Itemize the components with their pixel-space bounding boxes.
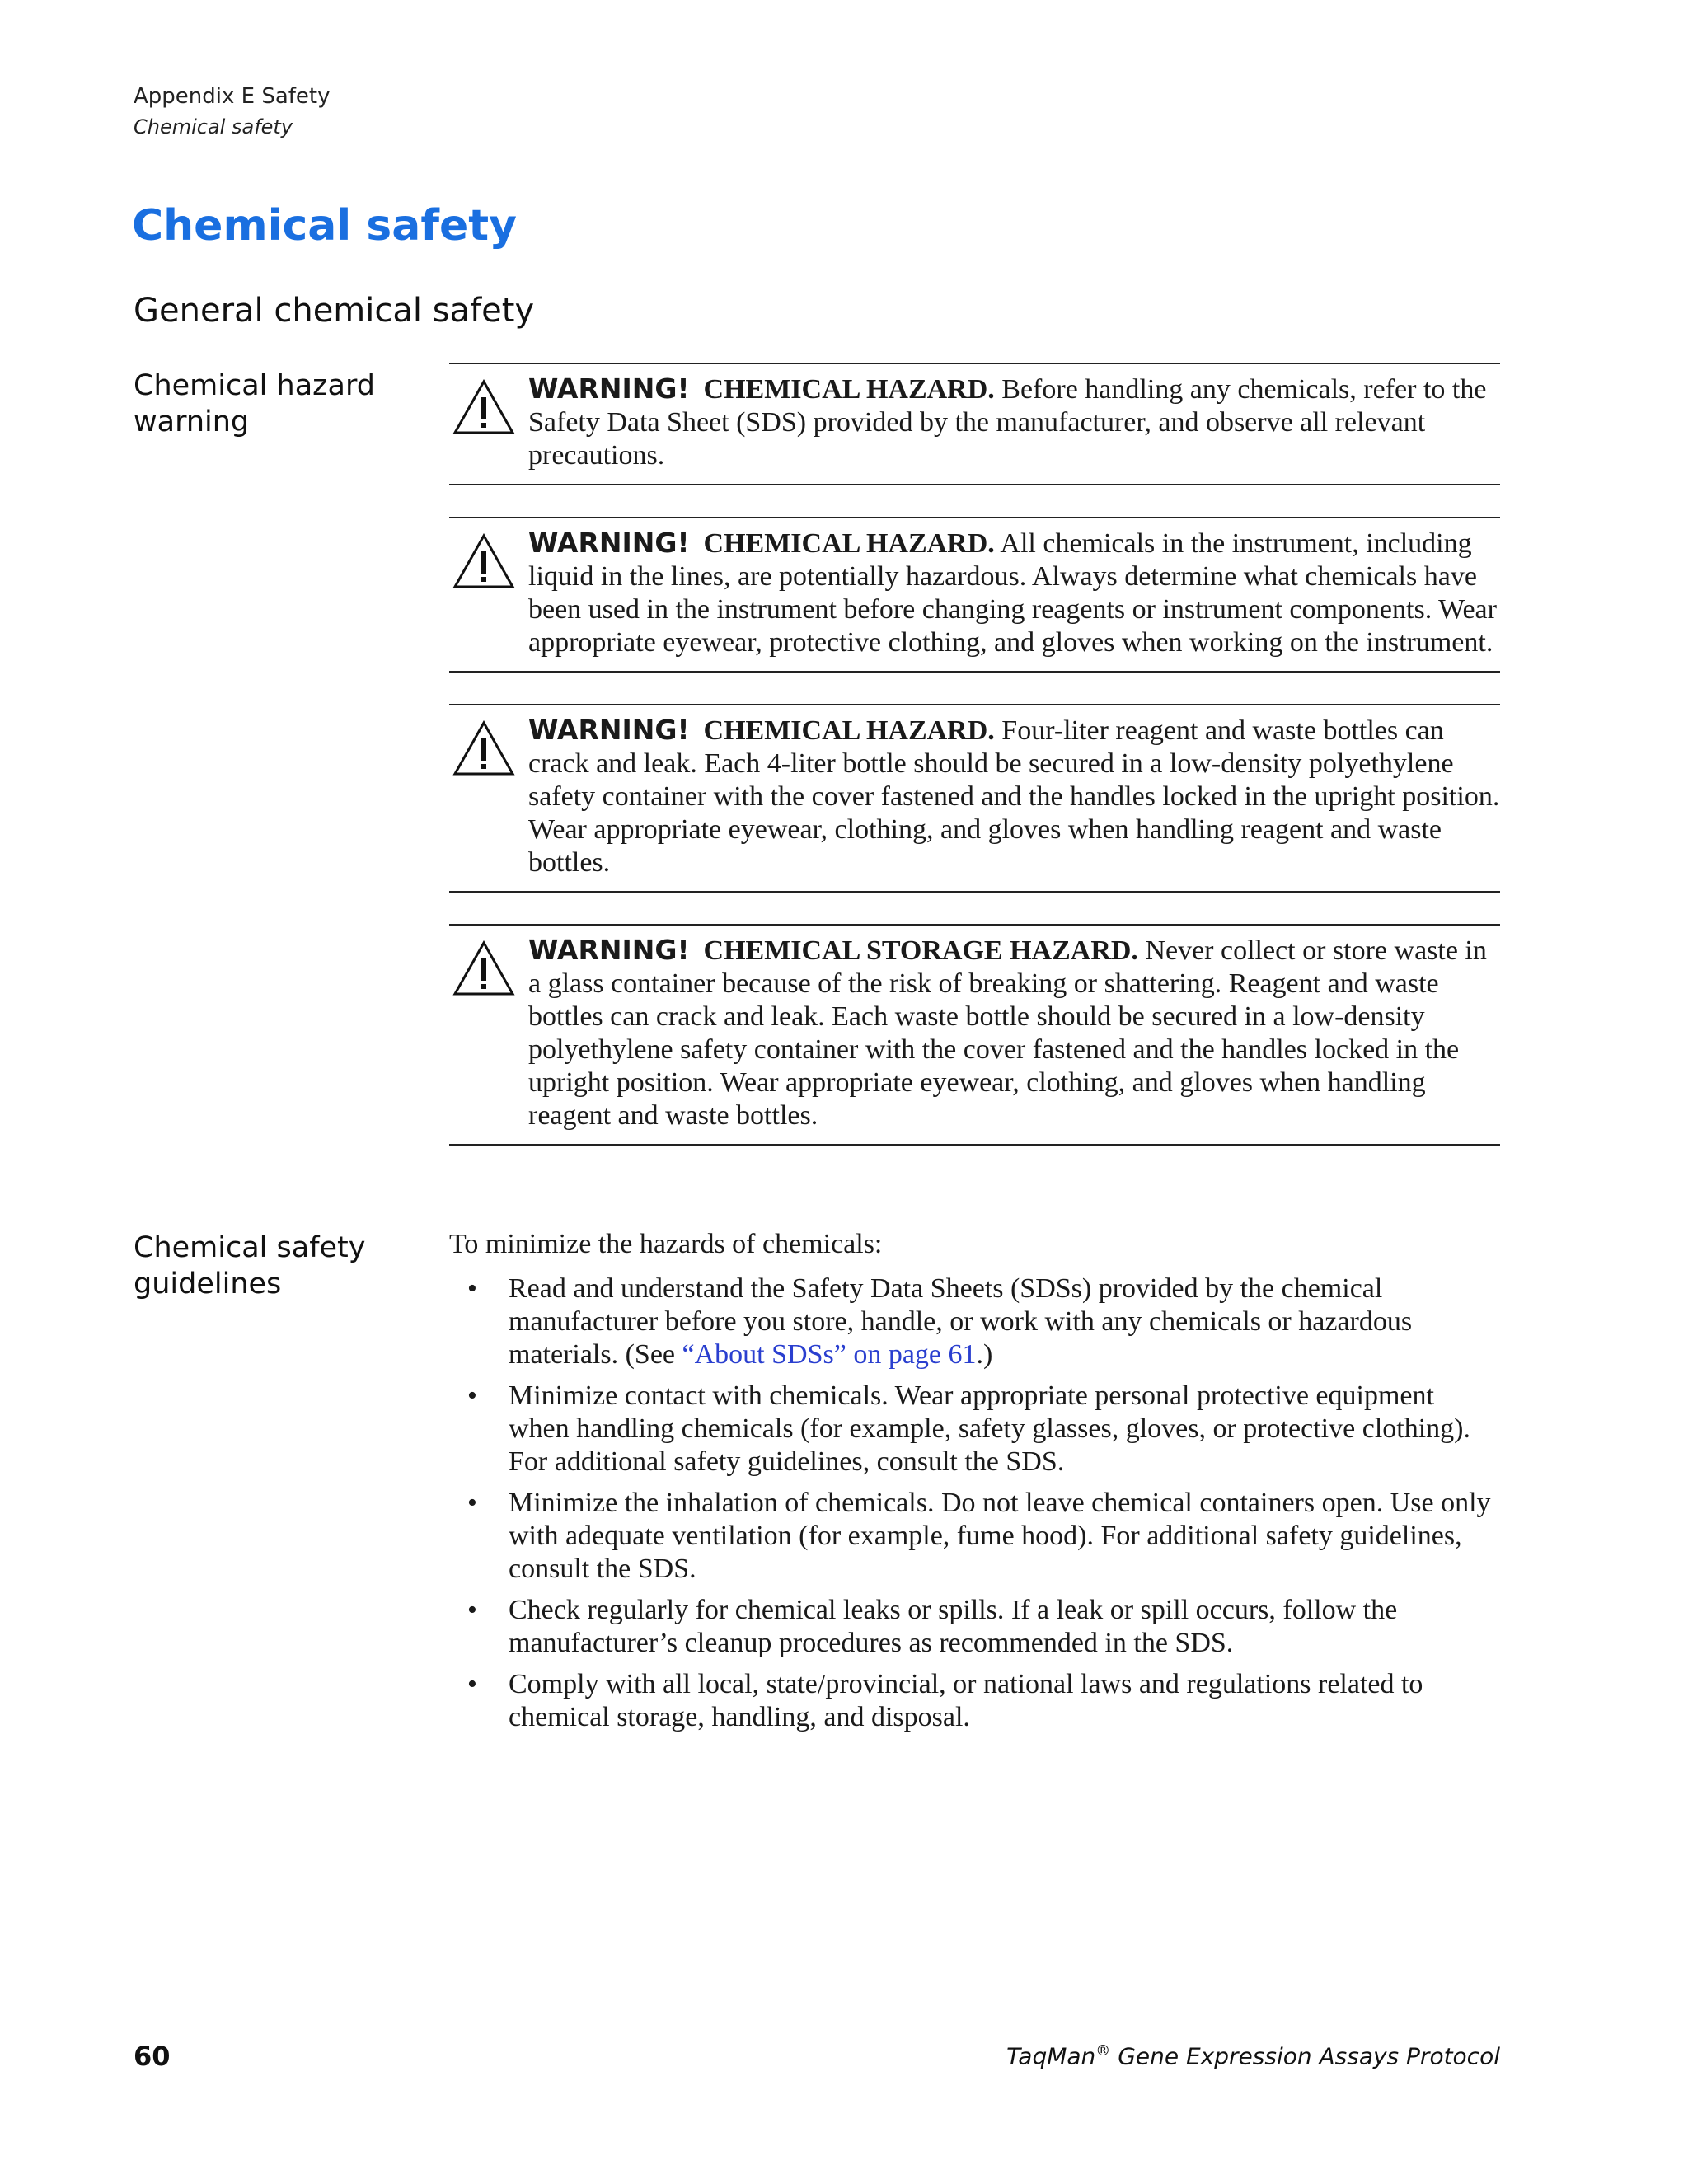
warning-text: [528, 527, 1500, 659]
warning-box: [449, 517, 1500, 673]
warning-hazard-type: CHEMICAL STORAGE HAZARD.: [703, 935, 1138, 966]
warning-description: Four-liter reagent and waste bottles can crack and leak. Each 4-liter bottle should be secured in a low-density polyethylene safety container with the cover fastened and the handles locked in the upright position. Wear appropriate eyewear, clothing, and gloves when handling reagent and waste bottles.: [528, 715, 1500, 878]
list-item-text: Comply with all local, state/provincial, or national laws and regulations related to chemical storage, handling, and disposal.: [509, 1669, 1423, 1732]
warning-signal-word: WARNING!: [528, 934, 690, 966]
section-title: General chemical safety: [134, 292, 535, 330]
guidelines-label: Chemical safety guidelines: [134, 1231, 366, 1301]
warning-hazard-type: CHEMICAL HAZARD.: [703, 715, 995, 746]
warning-text: [528, 934, 1500, 1132]
list-item: [449, 1272, 1500, 1371]
list-item-text: Minimize contact with chemicals. Wear appropriate personal protective equipment when handling chemicals (for example, safety glasses, gloves, or protective clothing). For additional safety guidelines, consult the SDS.: [509, 1380, 1470, 1477]
warning-triangle-icon: [452, 533, 515, 589]
hazard-warning-label: Chemical hazard warning: [134, 369, 375, 438]
bullet: •: [467, 1273, 477, 1304]
guidelines-intro: To minimize the hazards of chemicals:: [449, 1229, 883, 1259]
list-item: [449, 1487, 1500, 1586]
warning-signal-word: WARNING!: [528, 373, 690, 405]
warning-triangle-icon: [452, 940, 515, 996]
warning-box: [449, 363, 1500, 485]
warning-description: All chemicals in the instrument, including liquid in the lines, are potentially hazardous. Always determine what chemicals have been used in the instrument before changing reagents or instrument components. Wear appropriate eyewear, protective clothing, and gloves when working on the instrument.: [528, 528, 1497, 658]
bullet: •: [467, 1488, 477, 1518]
bullet: •: [467, 1380, 477, 1411]
list-item-text-end: .): [976, 1339, 993, 1370]
warning-box: [449, 704, 1500, 893]
page-title: Chemical safety: [132, 201, 517, 251]
bullet: •: [467, 1669, 477, 1699]
guidelines-list: [449, 1272, 1500, 1734]
warning-text: [528, 714, 1500, 879]
list-item: [449, 1594, 1500, 1660]
running-head-chapter: Appendix E Safety: [134, 84, 331, 109]
warning-text: [528, 373, 1500, 472]
running-head: [134, 81, 331, 142]
warning-triangle-icon: [452, 720, 515, 776]
warning-box: [449, 924, 1500, 1146]
registered-mark: ®: [1095, 2042, 1111, 2060]
warning-triangle-icon: [452, 379, 515, 435]
list-item: [449, 1380, 1500, 1479]
running-head-section: Chemical safety: [134, 115, 293, 138]
warning-hazard-type: CHEMICAL HAZARD.: [703, 374, 995, 405]
footer-doc-title: [1006, 2042, 1500, 2069]
list-item: [449, 1668, 1500, 1734]
warning-description: Never collect or store waste in a glass container because of the risk of breaking or shattering. Reagent and waste bottles can crack and leak. Each waste bottle should be secured in a low-density polyethylene safety container with the cover fastened and the handles locked in the upright position. Wear appropriate eyewear, clothing, and gloves when handling reagent and waste bottles.: [528, 935, 1487, 1131]
warning-description: Before handling any chemicals, refer to the Safety Data Sheet (SDS) provided by the manufacturer, and observe all relevant precautions.: [528, 374, 1487, 471]
bullet: •: [467, 1595, 477, 1625]
warning-signal-word: WARNING!: [528, 527, 690, 559]
list-item-text: Read and understand the Safety Data Sheets (SDSs) provided by the chemical manufacturer before you store, handle, or work with any chemicals or hazardous materials. (See: [509, 1273, 1413, 1370]
footer-title-rest: Gene Expression Assays Protocol: [1110, 2042, 1500, 2070]
guidelines-section: [449, 1228, 1500, 1742]
warning-hazard-type: CHEMICAL HAZARD.: [703, 528, 995, 559]
page-number: 60: [134, 2041, 171, 2072]
warning-signal-word: WARNING!: [528, 714, 690, 746]
about-sds-link[interactable]: “About SDSs” on page 61: [682, 1339, 977, 1370]
list-item-text: Minimize the inhalation of chemicals. Do not leave chemical containers open. Use only with adequate ventilation (for example, fume hood). For additional safety guidelines, consult the SDS.: [509, 1488, 1491, 1584]
warning-list: [449, 363, 1500, 1177]
list-item-text: Check regularly for chemical leaks or spills. If a leak or spill occurs, follow the manufacturer’s cleanup procedures as recommended in the SDS.: [509, 1595, 1398, 1658]
footer-title-brand: TaqMan: [1006, 2042, 1096, 2070]
